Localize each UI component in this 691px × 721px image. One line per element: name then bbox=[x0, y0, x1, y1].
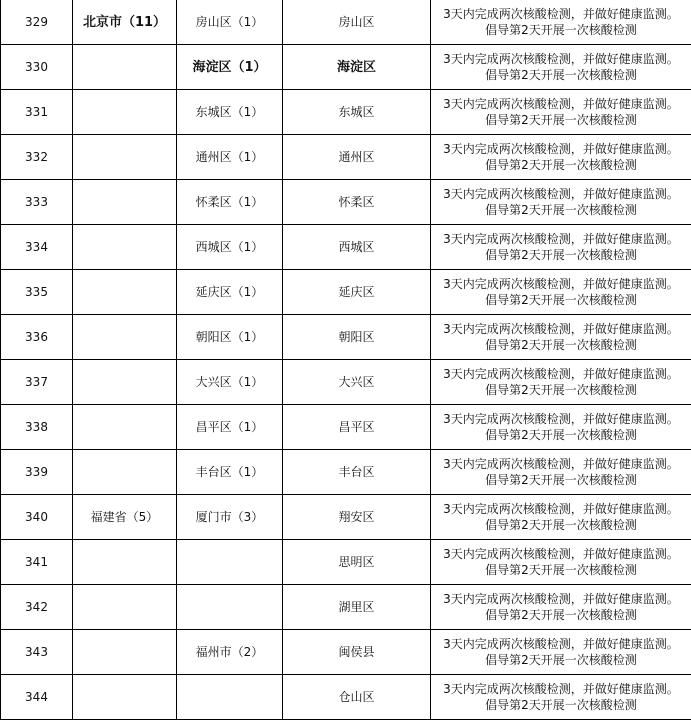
province-cell bbox=[73, 630, 177, 675]
row-number-cell: 342 bbox=[1, 585, 73, 630]
requirement-line-2: 倡导第2天开展一次核酸检测 bbox=[485, 68, 637, 82]
province-cell: 北京市（11） bbox=[73, 0, 177, 45]
requirement-line-2: 倡导第2天开展一次核酸检测 bbox=[485, 428, 637, 442]
province-cell bbox=[73, 360, 177, 405]
table-row bbox=[1, 495, 691, 540]
district-cell: 湖里区 bbox=[283, 585, 431, 630]
city-cell: 厦门市（3） bbox=[177, 495, 283, 540]
requirement-line-1: 3天内完成两次核酸检测，并做好健康监测。 bbox=[443, 412, 679, 426]
table-row bbox=[1, 180, 691, 225]
row-number-cell: 332 bbox=[1, 135, 73, 180]
requirement-line-1: 3天内完成两次核酸检测，并做好健康监测。 bbox=[443, 502, 679, 516]
city-cell bbox=[177, 675, 283, 720]
table-row bbox=[1, 585, 691, 630]
city-cell: 房山区（1） bbox=[177, 0, 283, 45]
requirement-cell bbox=[431, 585, 691, 630]
requirement-line-2: 倡导第2天开展一次核酸检测 bbox=[485, 248, 637, 262]
requirement-line-2: 倡导第2天开展一次核酸检测 bbox=[485, 383, 637, 397]
requirement-line-1: 3天内完成两次核酸检测，并做好健康监测。 bbox=[443, 97, 679, 111]
requirement-line-1: 3天内完成两次核酸检测，并做好健康监测。 bbox=[443, 277, 679, 291]
province-cell bbox=[73, 675, 177, 720]
requirement-line-1: 3天内完成两次核酸检测，并做好健康监测。 bbox=[443, 142, 679, 156]
table-row bbox=[1, 675, 691, 720]
requirement-cell bbox=[431, 495, 691, 540]
requirement-line-2: 倡导第2天开展一次核酸检测 bbox=[485, 338, 637, 352]
city-cell: 大兴区（1） bbox=[177, 360, 283, 405]
city-cell: 丰台区（1） bbox=[177, 450, 283, 495]
requirement-line-1: 3天内完成两次核酸检测，并做好健康监测。 bbox=[443, 322, 679, 336]
table-row bbox=[1, 315, 691, 360]
district-cell: 通州区 bbox=[283, 135, 431, 180]
row-number-cell: 341 bbox=[1, 540, 73, 585]
city-cell bbox=[177, 585, 283, 630]
requirement-line-1: 3天内完成两次核酸检测，并做好健康监测。 bbox=[443, 682, 679, 696]
requirement-line-1: 3天内完成两次核酸检测，并做好健康监测。 bbox=[443, 547, 679, 561]
district-cell: 西城区 bbox=[283, 225, 431, 270]
province-cell bbox=[73, 270, 177, 315]
city-cell: 海淀区（1） bbox=[177, 45, 283, 90]
district-cell: 昌平区 bbox=[283, 405, 431, 450]
requirement-line-2: 倡导第2天开展一次核酸检测 bbox=[485, 563, 637, 577]
requirement-cell bbox=[431, 450, 691, 495]
province-cell bbox=[73, 315, 177, 360]
requirement-line-1: 3天内完成两次核酸检测，并做好健康监测。 bbox=[443, 592, 679, 606]
district-cell: 海淀区 bbox=[283, 45, 431, 90]
city-cell: 西城区（1） bbox=[177, 225, 283, 270]
requirement-line-2: 倡导第2天开展一次核酸检测 bbox=[485, 608, 637, 622]
requirement-line-1: 3天内完成两次核酸检测，并做好健康监测。 bbox=[443, 232, 679, 246]
requirement-line-1: 3天内完成两次核酸检测，并做好健康监测。 bbox=[443, 7, 679, 21]
row-number-cell: 336 bbox=[1, 315, 73, 360]
city-cell: 延庆区（1） bbox=[177, 270, 283, 315]
table-row bbox=[1, 405, 691, 450]
province-cell bbox=[73, 450, 177, 495]
row-number-cell: 334 bbox=[1, 225, 73, 270]
requirement-cell bbox=[431, 630, 691, 675]
table-row bbox=[1, 540, 691, 585]
city-cell: 朝阳区（1） bbox=[177, 315, 283, 360]
district-cell: 大兴区 bbox=[283, 360, 431, 405]
requirement-cell bbox=[431, 360, 691, 405]
requirement-line-2: 倡导第2天开展一次核酸检测 bbox=[485, 203, 637, 217]
table-row bbox=[1, 270, 691, 315]
requirement-line-1: 3天内完成两次核酸检测，并做好健康监测。 bbox=[443, 457, 679, 471]
requirement-line-1: 3天内完成两次核酸检测，并做好健康监测。 bbox=[443, 52, 679, 66]
province-cell bbox=[73, 90, 177, 135]
district-cell: 闽侯县 bbox=[283, 630, 431, 675]
requirement-line-1: 3天内完成两次核酸检测，并做好健康监测。 bbox=[443, 187, 679, 201]
city-cell: 福州市（2） bbox=[177, 630, 283, 675]
province-cell: 福建省（5） bbox=[73, 495, 177, 540]
city-cell: 怀柔区（1） bbox=[177, 180, 283, 225]
city-cell: 通州区（1） bbox=[177, 135, 283, 180]
district-cell: 房山区 bbox=[283, 0, 431, 45]
requirement-cell bbox=[431, 540, 691, 585]
district-cell: 翔安区 bbox=[283, 495, 431, 540]
district-cell: 延庆区 bbox=[283, 270, 431, 315]
table-row bbox=[1, 135, 691, 180]
table-row bbox=[1, 630, 691, 675]
table-row bbox=[1, 225, 691, 270]
district-cell: 思明区 bbox=[283, 540, 431, 585]
row-number-cell: 339 bbox=[1, 450, 73, 495]
requirement-cell bbox=[431, 405, 691, 450]
row-number-cell: 330 bbox=[1, 45, 73, 90]
district-cell: 仓山区 bbox=[283, 675, 431, 720]
row-number-cell: 331 bbox=[1, 90, 73, 135]
row-number-cell: 340 bbox=[1, 495, 73, 540]
table-row bbox=[1, 0, 691, 45]
row-number-cell: 343 bbox=[1, 630, 73, 675]
requirement-line-2: 倡导第2天开展一次核酸检测 bbox=[485, 653, 637, 667]
requirement-line-2: 倡导第2天开展一次核酸检测 bbox=[485, 23, 637, 37]
province-cell bbox=[73, 540, 177, 585]
city-cell: 昌平区（1） bbox=[177, 405, 283, 450]
city-cell: 东城区（1） bbox=[177, 90, 283, 135]
row-number-cell: 337 bbox=[1, 360, 73, 405]
requirement-cell bbox=[431, 675, 691, 720]
requirement-cell bbox=[431, 0, 691, 45]
requirement-line-2: 倡导第2天开展一次核酸检测 bbox=[485, 473, 637, 487]
table-row bbox=[1, 360, 691, 405]
district-cell: 朝阳区 bbox=[283, 315, 431, 360]
row-number-cell: 329 bbox=[1, 0, 73, 45]
row-number-cell: 333 bbox=[1, 180, 73, 225]
province-cell bbox=[73, 405, 177, 450]
requirement-line-2: 倡导第2天开展一次核酸检测 bbox=[485, 518, 637, 532]
district-cell: 东城区 bbox=[283, 90, 431, 135]
province-cell bbox=[73, 225, 177, 270]
requirement-cell bbox=[431, 180, 691, 225]
requirement-cell bbox=[431, 315, 691, 360]
row-number-cell: 344 bbox=[1, 675, 73, 720]
table-row bbox=[1, 45, 691, 90]
requirement-cell bbox=[431, 90, 691, 135]
province-cell bbox=[73, 180, 177, 225]
district-cell: 怀柔区 bbox=[283, 180, 431, 225]
province-cell bbox=[73, 585, 177, 630]
requirement-cell bbox=[431, 225, 691, 270]
requirement-line-2: 倡导第2天开展一次核酸检测 bbox=[485, 113, 637, 127]
row-number-cell: 338 bbox=[1, 405, 73, 450]
table-row bbox=[1, 450, 691, 495]
district-cell: 丰台区 bbox=[283, 450, 431, 495]
requirement-line-2: 倡导第2天开展一次核酸检测 bbox=[485, 698, 637, 712]
requirement-line-1: 3天内完成两次核酸检测，并做好健康监测。 bbox=[443, 637, 679, 651]
requirement-line-2: 倡导第2天开展一次核酸检测 bbox=[485, 293, 637, 307]
row-number-cell: 335 bbox=[1, 270, 73, 315]
requirement-line-2: 倡导第2天开展一次核酸检测 bbox=[485, 158, 637, 172]
province-cell bbox=[73, 135, 177, 180]
requirement-cell bbox=[431, 45, 691, 90]
table-row bbox=[1, 90, 691, 135]
province-cell bbox=[73, 45, 177, 90]
requirement-cell bbox=[431, 135, 691, 180]
requirement-cell bbox=[431, 270, 691, 315]
city-cell bbox=[177, 540, 283, 585]
requirement-line-1: 3天内完成两次核酸检测，并做好健康监测。 bbox=[443, 367, 679, 381]
